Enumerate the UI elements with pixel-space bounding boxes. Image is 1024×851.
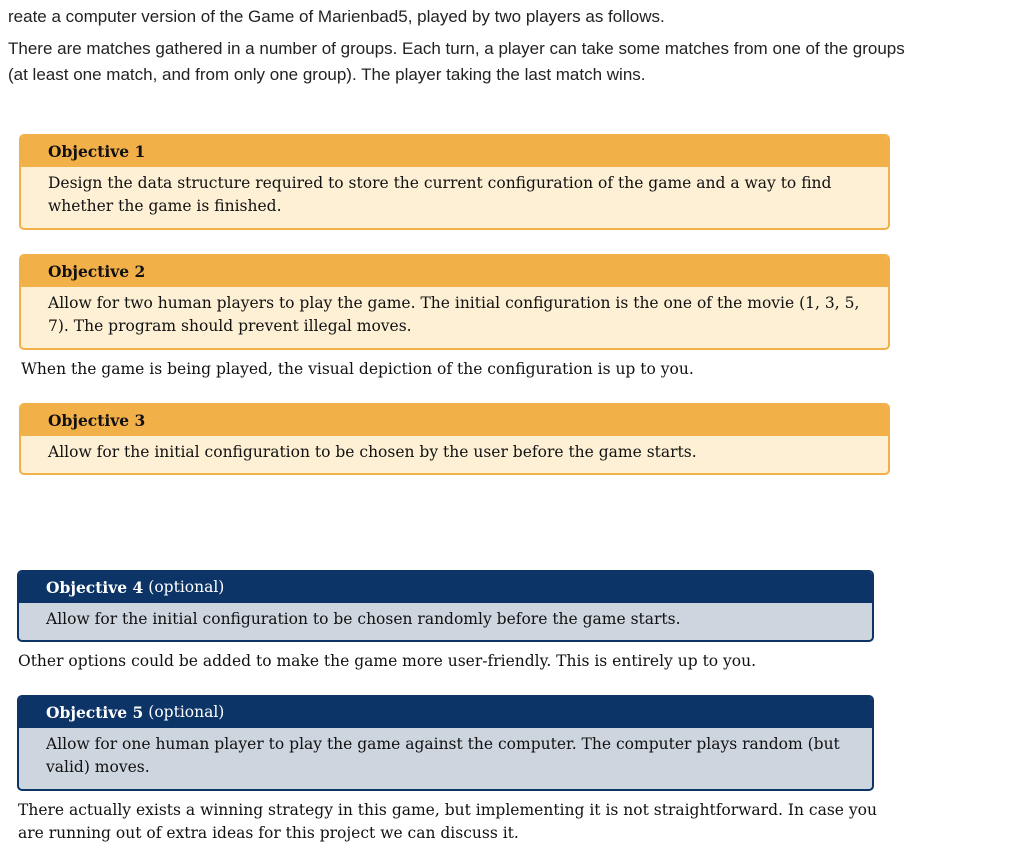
objective-3-body: Allow for the initial configuration to be chosen by the user before the game starts. — [21, 436, 888, 470]
objective-1-header — [21, 136, 888, 167]
objective-4-box — [17, 570, 874, 642]
objective-1-title: Objective 1 — [48, 142, 146, 161]
objective-2-box — [19, 254, 890, 350]
objective-5-body: Allow for one human player to play the game against the computer. The computer plays random (but valid) moves. — [19, 728, 872, 785]
objective-5-optional-tag: (optional) — [148, 703, 225, 721]
objective-3-box — [19, 403, 890, 475]
intro-line: reate a computer version of the Game of Marienbad5, played by two players as follows. — [8, 7, 665, 26]
objective-2-body: Allow for two human players to play the game. The initial configuration is the one of the movie (1, 3, 5, 7). The program should prevent illegal moves. — [21, 287, 888, 344]
objective-3-header — [21, 405, 888, 436]
objective-4-optional-tag: (optional) — [148, 578, 225, 596]
objective-5-box — [17, 695, 874, 791]
objective-1-body: Design the data structure required to store the current configuration of the game and a way to find whether the game is finished. — [21, 167, 888, 224]
objective-4-body: Allow for the initial configuration to be chosen randomly before the game starts. — [19, 603, 872, 637]
objective-5-header — [19, 697, 872, 728]
objective-5-title: Objective 5 — [46, 703, 144, 722]
objective-1-box — [19, 134, 890, 230]
note-visual-depiction: When the game is being played, the visual depiction of the configuration is up to you. — [21, 360, 694, 378]
intro-paragraph: There are matches gathered in a number of groups. Each turn, a player can take some matches from one of the groups (at least one match, and from only one group). The player taking the last match wins. — [8, 39, 905, 84]
objective-4-header — [19, 572, 872, 603]
objective-3-title: Objective 3 — [48, 411, 146, 430]
objective-2-header — [21, 256, 888, 287]
objective-2-title: Objective 2 — [48, 262, 146, 281]
note-winning-strategy: There actually exists a winning strategy in this game, but implementing it is not straightforward. In case you are running out of extra ideas for this project we can discuss it. — [18, 801, 877, 842]
objective-4-title: Objective 4 — [46, 578, 144, 597]
note-other-options: Other options could be added to make the game more user-friendly. This is entirely up to you. — [18, 652, 757, 670]
